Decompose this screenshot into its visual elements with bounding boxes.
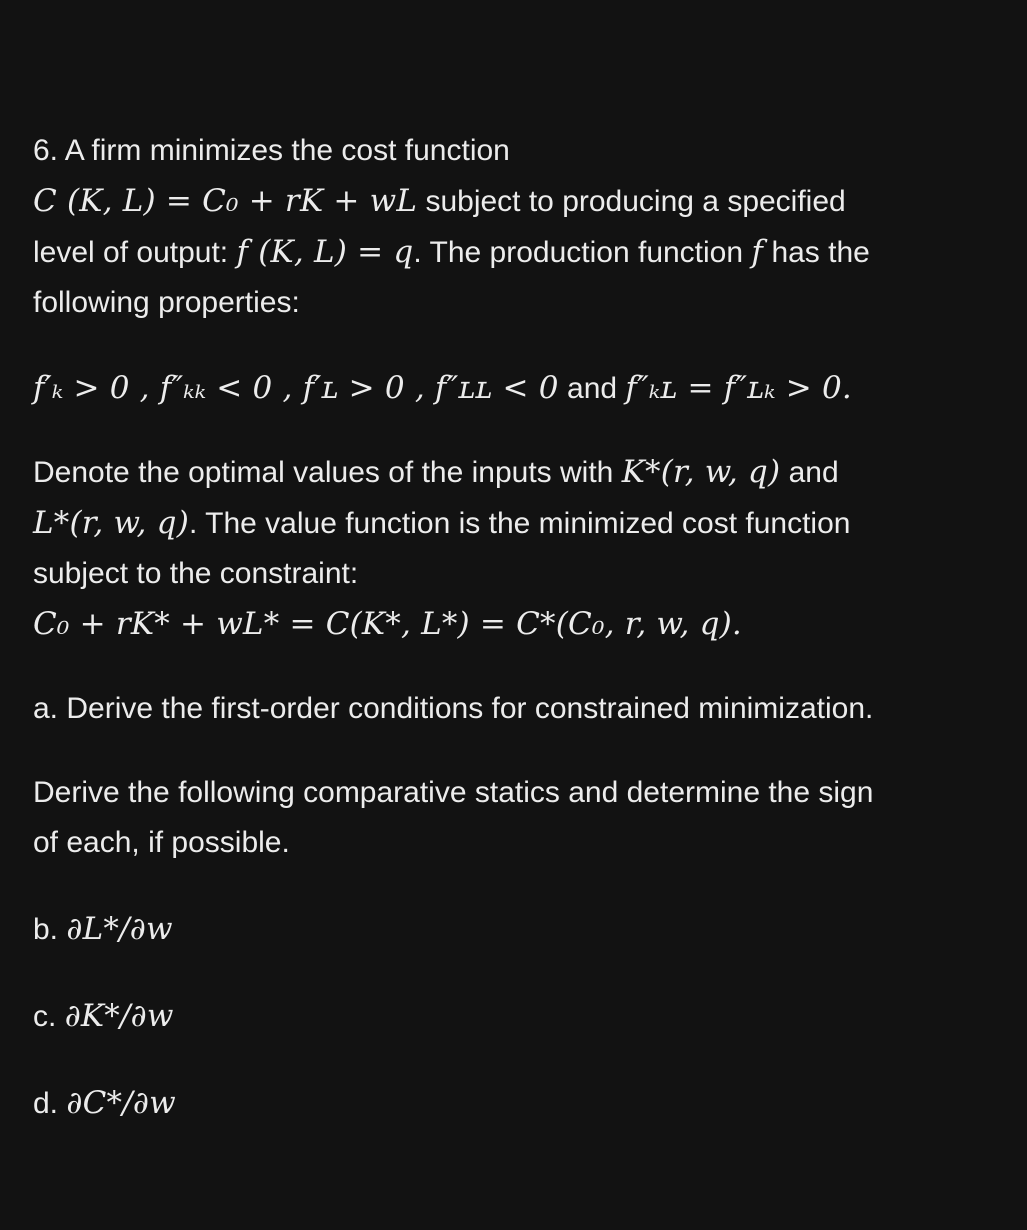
and-text-2: and — [788, 456, 839, 489]
instructions-line-2: of each, if possible. — [33, 826, 290, 859]
sign-conditions-equation: f′ₖ > 0 , f″ₖₖ < 0 , f′ʟ > 0 , f″ʟʟ < 0 — [33, 370, 559, 406]
l-star-function: L*(r, w, q) — [33, 505, 190, 541]
properties-text: following properties: — [33, 286, 300, 319]
derivative-conditions — [33, 363, 1003, 414]
value-function-equation: C₀ + rK* + wL* = C(K*, L*) = C*(C₀, r, w, q). — [33, 606, 742, 642]
part-d-derivative: ∂C*/∂w — [66, 1085, 176, 1121]
has-the-text: has the — [771, 236, 870, 269]
part-d — [33, 1078, 1003, 1129]
part-b-derivative: ∂L*/∂w — [66, 911, 173, 947]
problem-statement — [33, 126, 1003, 328]
problem-intro: 6. A firm minimizes the cost function — [33, 134, 510, 167]
cost-function-equation: C (K, L) = C₀ + rK + wL — [33, 183, 418, 219]
optimal-values-paragraph — [33, 447, 1003, 650]
part-c-label: c. — [33, 1000, 57, 1033]
cost-function-tail: subject to producing a specified — [425, 185, 846, 218]
output-constraint-equation: f (K, L) = q — [236, 234, 414, 270]
value-function-text: . The value function is the minimized cost function — [189, 507, 851, 540]
denote-text: Denote the optimal values of the inputs with — [33, 456, 614, 489]
part-d-label: d. — [33, 1087, 59, 1120]
part-a: a. Derive the first-order conditions for constrained minimization. — [33, 692, 874, 725]
part-c — [33, 991, 1003, 1042]
k-star-function: K*(r, w, q) — [621, 454, 781, 490]
problem-document — [33, 126, 1003, 1129]
instructions-line-1: Derive the following comparative statics and determine the sign — [33, 776, 874, 809]
part-b-label: b. — [33, 913, 59, 946]
f-symbol: f — [751, 234, 764, 270]
part-b — [33, 904, 1003, 955]
subject-to-text: subject to the constraint: — [33, 557, 359, 590]
and-text: and — [567, 372, 618, 405]
comparative-statics-instructions — [33, 768, 1003, 868]
output-tail: . The production function — [413, 236, 744, 269]
part-c-derivative: ∂K*/∂w — [64, 998, 174, 1034]
output-text: level of output: — [33, 236, 229, 269]
cross-partial-equation: f″ₖʟ = f″ʟₖ > 0. — [625, 370, 852, 406]
